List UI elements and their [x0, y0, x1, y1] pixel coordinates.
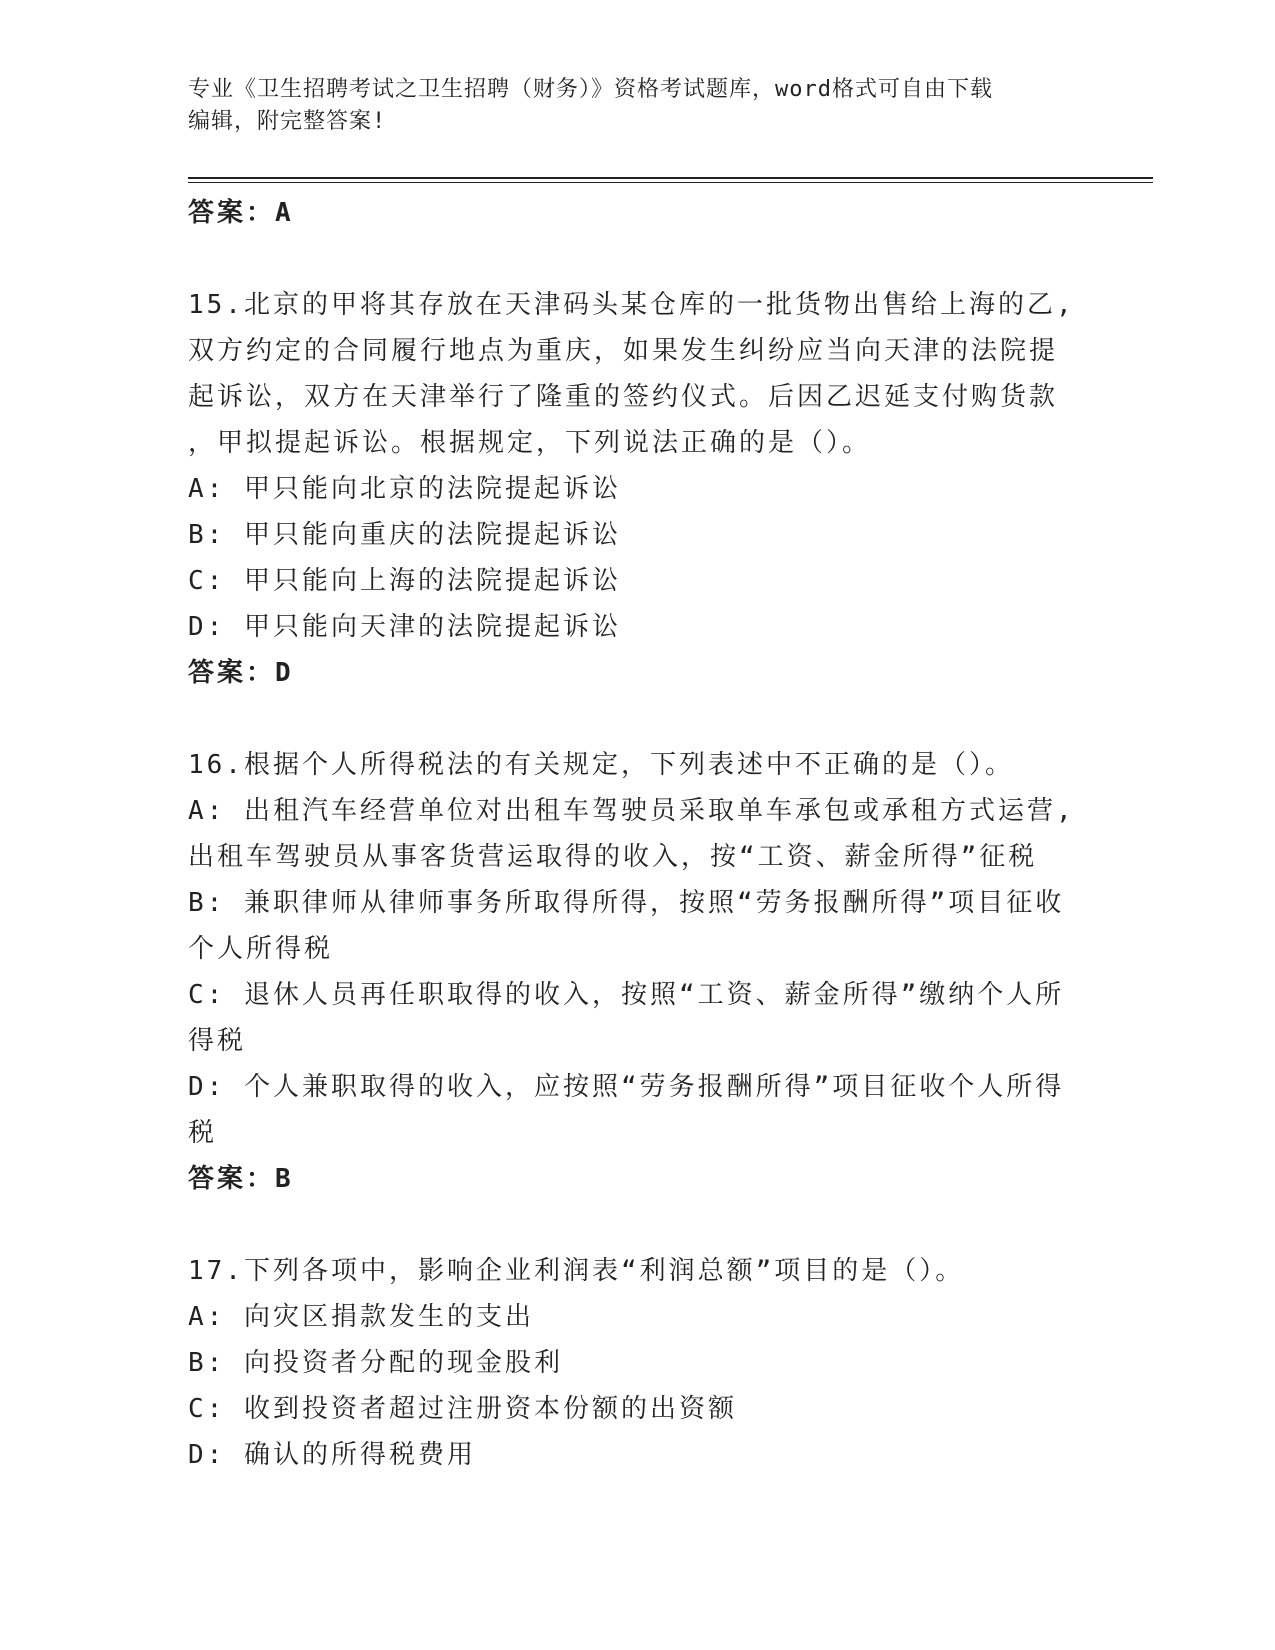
question-text-line: 17.下列各项中，影响企业利润表“利润总额”项目的是（）。: [188, 1256, 965, 1286]
question-text-line: 16.根据个人所得税法的有关规定，下列表述中不正确的是（）。: [188, 750, 1014, 780]
header-divider-thin: [188, 182, 1153, 183]
question-15: [188, 282, 1088, 696]
option-b-continued: 个人所得税: [188, 934, 334, 964]
option-c: C: 收到投资者超过注册资本份额的出资额: [188, 1394, 737, 1424]
option-b: B: 兼职律师从律师事务所取得所得，按照“劳务报酬所得”项目征收: [188, 888, 1065, 918]
option-c: C: 退休人员再任职取得的收入，按照“工资、薪金所得”缴纳个人所: [188, 980, 1065, 1010]
question-17: [188, 1248, 1088, 1478]
header-line-1: 专业《卫生招聘考试之卫生招聘（财务）》资格考试题库，word格式可自由下载: [188, 77, 993, 102]
option-d: D: 甲只能向天津的法院提起诉讼: [188, 612, 621, 642]
answer-15: 答案：D: [188, 658, 294, 688]
question-16: [188, 742, 1088, 1202]
spacer: [188, 1202, 1088, 1248]
option-d: D: 确认的所得税费用: [188, 1440, 476, 1470]
question-content: [188, 190, 1088, 1478]
option-d-continued: 税: [188, 1118, 218, 1148]
previous-answer: 答案：A: [188, 198, 294, 228]
option-b: B: 向投资者分配的现金股利: [188, 1348, 563, 1378]
answer-16: 答案：B: [188, 1164, 294, 1194]
question-text-line: 起诉讼，双方在天津举行了隆重的签约仪式。后因乙迟延支付购货款: [188, 382, 1059, 412]
spacer: [188, 236, 1088, 282]
question-text-line: 双方约定的合同履行地点为重庆，如果发生纠纷应当向天津的法院提: [188, 336, 1059, 366]
question-text-line: ，甲拟提起诉讼。根据规定，下列说法正确的是（）。: [188, 428, 872, 458]
header-line-2: 编辑，附完整答案!: [188, 109, 387, 134]
question-text-line: 15.北京的甲将其存放在天津码头某仓库的一批货物出售给上海的乙,: [188, 290, 1075, 320]
option-d: D: 个人兼职取得的收入，应按照“劳务报酬所得”项目征收个人所得: [188, 1072, 1065, 1102]
option-c-continued: 得税: [188, 1026, 247, 1056]
option-b: B: 甲只能向重庆的法院提起诉讼: [188, 520, 621, 550]
header-divider-thick: [188, 177, 1153, 179]
spacer: [188, 696, 1088, 742]
option-a: A: 甲只能向北京的法院提起诉讼: [188, 474, 621, 504]
page-header: [188, 74, 1088, 138]
option-a: A: 向灾区捐款发生的支出: [188, 1302, 534, 1332]
option-a-continued: 出租车驾驶员从事客货营运取得的收入，按“工资、薪金所得”征税: [188, 842, 1038, 872]
option-c: C: 甲只能向上海的法院提起诉讼: [188, 566, 621, 596]
option-a: A: 出租汽车经营单位对出租车驾驶员采取单车承包或承租方式运营,: [188, 796, 1075, 826]
